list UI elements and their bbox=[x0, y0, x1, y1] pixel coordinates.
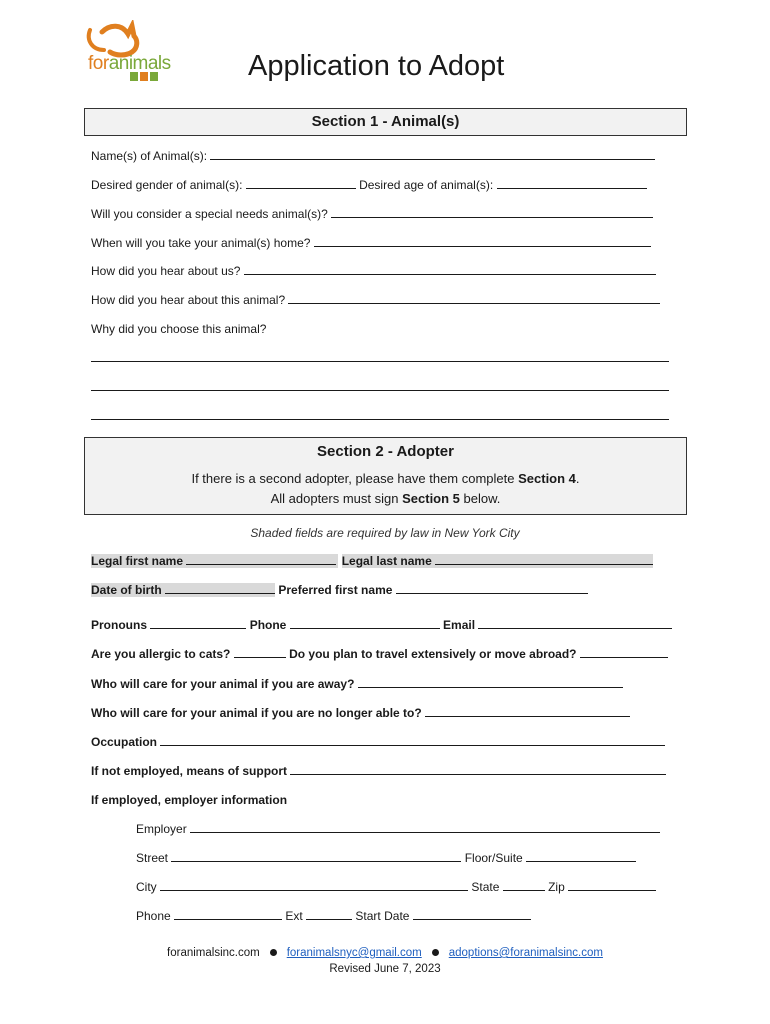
legal-first-shaded bbox=[91, 554, 338, 568]
why-field-line-3[interactable] bbox=[91, 409, 669, 420]
why-row bbox=[91, 321, 266, 337]
employer-phone-label: Phone bbox=[136, 909, 171, 923]
start-date-field[interactable] bbox=[413, 909, 531, 920]
care-away-field[interactable] bbox=[358, 677, 623, 688]
employer-label: Employer bbox=[136, 822, 187, 836]
zip-field[interactable] bbox=[568, 880, 656, 891]
legal-last-label: Legal last name bbox=[341, 554, 432, 568]
why-label: Why did you choose this animal? bbox=[91, 322, 267, 336]
legal-last-shaded bbox=[342, 554, 653, 568]
start-date-label: Start Date bbox=[355, 909, 410, 923]
page-title: Application to Adopt bbox=[248, 50, 505, 82]
animal-names-field[interactable] bbox=[210, 149, 655, 160]
care-away-label: Who will care for your animal if you are away? bbox=[91, 677, 355, 691]
section-1-header bbox=[84, 108, 687, 136]
allergy-travel-row bbox=[91, 646, 668, 662]
employer-phone-field[interactable] bbox=[174, 909, 282, 920]
state-label: State bbox=[471, 880, 500, 894]
city-label: City bbox=[136, 880, 157, 894]
contact-row bbox=[91, 617, 672, 633]
care-unable-label: Who will care for your animal if you are no longer able to? bbox=[91, 706, 422, 720]
gender-field[interactable] bbox=[246, 178, 356, 189]
pronouns-label: Pronouns bbox=[91, 618, 147, 632]
zip-label: Zip bbox=[548, 880, 565, 894]
ext-label: Ext bbox=[285, 909, 303, 923]
state-field[interactable] bbox=[503, 880, 545, 891]
revised-date: Revised June 7, 2023 bbox=[329, 963, 441, 975]
legal-first-label: Legal first name bbox=[91, 554, 184, 568]
travel-label: Do you plan to travel extensively or move abroad? bbox=[289, 647, 577, 661]
pronouns-field[interactable] bbox=[150, 618, 246, 629]
allergic-label: Are you allergic to cats? bbox=[91, 647, 231, 661]
bullet-icon bbox=[270, 949, 277, 956]
dob-row bbox=[91, 582, 588, 598]
why-field-line-1[interactable] bbox=[91, 351, 669, 362]
hear-animal-row bbox=[91, 292, 660, 308]
care-unable-field[interactable] bbox=[425, 706, 630, 717]
preferred-first-label: Preferred first name bbox=[278, 583, 393, 597]
preferred-first-field[interactable] bbox=[396, 583, 588, 594]
not-employed-label: If not employed, means of support bbox=[91, 764, 288, 778]
animal-names-row bbox=[91, 148, 655, 164]
occupation-field[interactable] bbox=[160, 735, 665, 746]
dob-label: Date of birth bbox=[91, 583, 162, 597]
animal-names-label: Name(s) of Animal(s): bbox=[91, 149, 208, 163]
special-needs-label: Will you consider a special needs animal(s)? bbox=[91, 207, 328, 221]
logo-wordmark: foranimals bbox=[88, 53, 171, 74]
city-row bbox=[136, 879, 656, 895]
city-field[interactable] bbox=[160, 880, 468, 891]
not-employed-field[interactable] bbox=[290, 764, 666, 775]
section-2-heading: Section 2 - Adopter bbox=[317, 443, 454, 460]
gender-label: Desired gender of animal(s): bbox=[91, 178, 243, 192]
street-field[interactable] bbox=[171, 851, 461, 862]
phone-field[interactable] bbox=[290, 618, 440, 629]
bullet-icon bbox=[432, 949, 439, 956]
age-field[interactable] bbox=[497, 178, 647, 189]
special-needs-field[interactable] bbox=[331, 207, 653, 218]
care-away-row bbox=[91, 676, 623, 692]
section-2-note: If there is a second adopter, please have them complete Section 4. All adopters must sign Section 5 below. bbox=[191, 471, 580, 506]
footer-email-link-2[interactable]: adoptions@foranimalsinc.com bbox=[448, 947, 603, 959]
when-home-label: When will you take your animal(s) home? bbox=[91, 236, 311, 250]
why-field-line-2[interactable] bbox=[91, 380, 669, 391]
section-2-header bbox=[84, 437, 687, 515]
allergic-field[interactable] bbox=[234, 647, 286, 658]
section-1-heading: Section 1 - Animal(s) bbox=[311, 113, 460, 130]
floor-label: Floor/Suite bbox=[464, 851, 523, 865]
special-needs-row bbox=[91, 206, 653, 222]
email-field[interactable] bbox=[478, 618, 672, 629]
street-row bbox=[136, 850, 636, 866]
footer-site: foranimalsinc.com bbox=[167, 947, 260, 959]
employer-phone-row bbox=[136, 908, 531, 924]
hear-animal-field[interactable] bbox=[288, 293, 660, 304]
shaded-note: Shaded fields are required by law in New York City bbox=[250, 526, 520, 540]
employer-row bbox=[136, 821, 660, 837]
hear-animal-label: How did you hear about this animal? bbox=[91, 293, 286, 307]
travel-field[interactable] bbox=[580, 647, 668, 658]
legal-last-field[interactable] bbox=[435, 554, 653, 565]
ext-field[interactable] bbox=[306, 909, 352, 920]
occupation-label: Occupation bbox=[91, 735, 158, 749]
employer-info-label: If employed, employer information bbox=[91, 793, 288, 807]
hear-us-row bbox=[91, 263, 656, 279]
footer-email-link-1[interactable]: foranimalsnyc@gmail.com bbox=[286, 947, 422, 959]
not-employed-row bbox=[91, 763, 666, 779]
footer-contacts bbox=[0, 947, 770, 959]
when-home-field[interactable] bbox=[314, 236, 651, 247]
floor-field[interactable] bbox=[526, 851, 636, 862]
when-home-row bbox=[91, 235, 651, 251]
care-unable-row bbox=[91, 705, 630, 721]
street-label: Street bbox=[136, 851, 169, 865]
hear-us-field[interactable] bbox=[244, 264, 656, 275]
phone-label: Phone bbox=[249, 618, 287, 632]
employer-info-row bbox=[91, 792, 287, 808]
employer-field[interactable] bbox=[190, 822, 660, 833]
gender-age-row bbox=[91, 177, 647, 193]
hear-us-label: How did you hear about us? bbox=[91, 264, 241, 278]
legal-first-field[interactable] bbox=[186, 554, 336, 565]
age-label: Desired age of animal(s): bbox=[359, 178, 494, 192]
dob-field[interactable] bbox=[165, 583, 275, 594]
dob-shaded bbox=[91, 583, 275, 597]
legal-name-row bbox=[91, 553, 653, 569]
occupation-row bbox=[91, 734, 665, 750]
email-label: Email bbox=[443, 618, 476, 632]
